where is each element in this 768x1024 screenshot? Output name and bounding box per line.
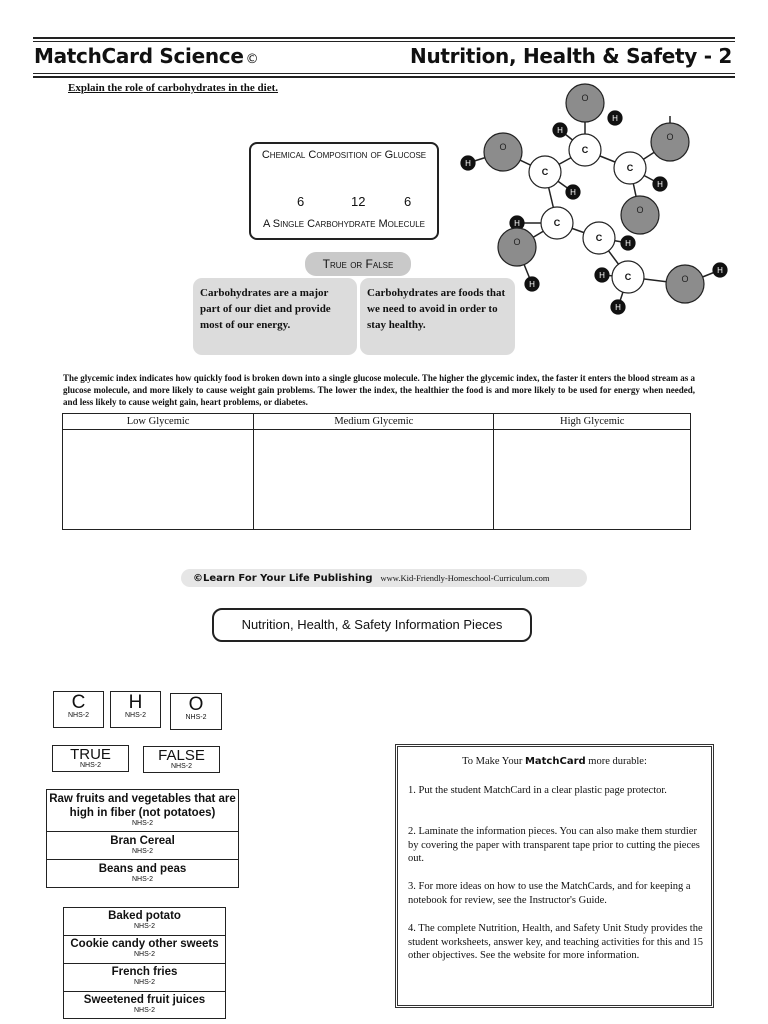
worksheet-topic-title: Nutrition, Health & Safety - 2 bbox=[410, 44, 732, 68]
atom-symbol: C bbox=[553, 218, 561, 228]
piece-code: NHS-2 bbox=[133, 923, 155, 930]
glycemic-sorting-table bbox=[62, 413, 691, 530]
piece-code: NHS-2 bbox=[67, 712, 89, 719]
header-bottom-rule-thick bbox=[33, 76, 735, 78]
instruction-item-2: 2. Laminate the information pieces. You can also make them sturdier by covering the paper with transparent tape prior to cutting the pieces out. bbox=[408, 826, 700, 864]
piece-food-text: Baked potato bbox=[108, 910, 181, 922]
oxygen-atom bbox=[498, 228, 536, 266]
drop-zone-high[interactable] bbox=[494, 430, 691, 530]
atom-symbol: C bbox=[541, 167, 549, 177]
atom-symbol: H bbox=[657, 180, 663, 189]
instruction-item-3: 3. For more ideas on how to use the MatchCards, and for keeping a notebook for review, see the Instructor's Guide. bbox=[408, 881, 691, 906]
piece-letter-text: C bbox=[71, 692, 86, 713]
atom-symbol: H bbox=[612, 114, 618, 123]
piece-code: NHS-2 bbox=[133, 979, 155, 986]
oxygen-atom bbox=[484, 133, 522, 171]
piece-food-text: Cookie candy other sweets bbox=[70, 938, 219, 950]
durability-instructions-title bbox=[398, 755, 711, 769]
piece-food-text: Bran Cereal bbox=[110, 835, 175, 847]
title-suffix: more durable: bbox=[585, 756, 647, 767]
atom-symbol: H bbox=[599, 271, 605, 280]
atom-symbol: H bbox=[529, 280, 535, 289]
information-pieces-title: Nutrition, Health, & Safety Information Pieces bbox=[212, 608, 532, 642]
piece-tf-text: FALSE bbox=[158, 747, 205, 764]
piece-food-text: Beans and peas bbox=[98, 863, 187, 875]
piece-beans-peas[interactable] bbox=[46, 859, 239, 888]
chemical-composition-box bbox=[249, 142, 439, 240]
oxygen-atom bbox=[666, 265, 704, 303]
oxygen-atom bbox=[651, 123, 689, 161]
column-header-low: Low Glycemic bbox=[63, 414, 254, 430]
piece-letter-text: O bbox=[188, 694, 204, 715]
piece-bran-cereal[interactable] bbox=[46, 831, 239, 860]
atom-symbol: H bbox=[625, 239, 631, 248]
oxygen-count: 6 bbox=[404, 194, 412, 209]
piece-food-text: French fries bbox=[111, 966, 178, 978]
piece-sweetened-fruit-juices[interactable] bbox=[63, 991, 226, 1019]
instruction-item-1: 1. Put the student MatchCard in a clear plastic page protector. bbox=[408, 785, 667, 796]
piece-raw-fruits-vegetables[interactable] bbox=[46, 789, 239, 832]
atom-symbol: H bbox=[465, 159, 471, 168]
atom-symbol: O bbox=[513, 237, 521, 247]
copyright-symbol: © bbox=[245, 52, 259, 67]
piece-code: NHS-2 bbox=[170, 763, 192, 770]
title-prefix: To Make Your bbox=[462, 756, 525, 767]
piece-baked-potato[interactable] bbox=[63, 907, 226, 936]
publisher-url[interactable]: www.Kid-Friendly-Homeschool-Curriculum.com bbox=[380, 573, 550, 583]
atom-symbol: O bbox=[581, 93, 589, 103]
true-false-card-major-part: Carbohydrates are a major part of our diet and provide most of our energy. bbox=[193, 278, 357, 355]
piece-letter-c[interactable] bbox=[53, 691, 104, 728]
true-false-label: True or False bbox=[305, 252, 411, 276]
chemical-box-subtitle: A Single Carbohydrate Molecule bbox=[262, 218, 425, 230]
piece-code: NHS-2 bbox=[131, 876, 153, 883]
worksheet-series-title bbox=[34, 44, 258, 68]
hydrogen-count: 12 bbox=[351, 194, 366, 209]
piece-food-text: Sweetened fruit juices bbox=[83, 994, 206, 1006]
piece-letter-h[interactable] bbox=[110, 691, 161, 728]
atom-symbol: O bbox=[681, 274, 689, 284]
publisher-name: ©Learn For Your Life Publishing bbox=[193, 573, 373, 584]
piece-code: NHS-2 bbox=[131, 848, 153, 855]
header-top-rule-thin bbox=[33, 41, 735, 42]
chemical-box-title: Chemical Composition of Glucose bbox=[261, 149, 427, 161]
piece-food-text: Raw fruits and vegetables that are high in fiber (not potatoes) bbox=[49, 793, 236, 819]
atom-symbol: H bbox=[615, 303, 621, 312]
header-bottom-rule-thin bbox=[33, 73, 735, 74]
piece-code: NHS-2 bbox=[79, 762, 101, 769]
atom-symbol: C bbox=[626, 163, 634, 173]
piece-letter-o[interactable] bbox=[170, 693, 222, 730]
column-header-high: High Glycemic bbox=[494, 414, 691, 430]
atom-symbol: H bbox=[570, 188, 576, 197]
atom-symbol: C bbox=[624, 272, 632, 282]
piece-cookie-candy-sweets[interactable] bbox=[63, 935, 226, 964]
atom-symbol: C bbox=[581, 145, 589, 155]
title-brand: MatchCard bbox=[524, 756, 586, 767]
instruction-item-4: 4. The complete Nutrition, Health, and Safety Unit Study provides the student worksheets, answer key, and teaching activities for this and 15 other objectives. See the website for more information. bbox=[408, 923, 703, 961]
atom-symbol: O bbox=[666, 132, 674, 142]
oxygen-atom bbox=[566, 84, 604, 122]
drop-zone-low[interactable] bbox=[63, 430, 254, 530]
piece-letter-text: H bbox=[128, 692, 143, 713]
drop-zone-medium[interactable] bbox=[254, 430, 494, 530]
atom-symbol: C bbox=[595, 233, 603, 243]
glycemic-index-explanation: The glycemic index indicates how quickly food is broken down into a single glucose molecule. The higher the glycemic index, the faster it enters the blood stream as a glucose molecule, and more likely to cause weight gain problems. The lower the index, the healthier the food is and more likely to be used for energy when needed, and less likely to cause weight gain, heart problems, or diabetes. bbox=[63, 373, 695, 407]
atom-symbol: H bbox=[717, 266, 723, 275]
atom-symbol: H bbox=[557, 126, 563, 135]
atom-symbol: O bbox=[499, 142, 507, 152]
atom-symbol: O bbox=[636, 205, 644, 215]
piece-french-fries[interactable] bbox=[63, 963, 226, 992]
column-header-medium: Medium Glycemic bbox=[254, 414, 494, 430]
publisher-bar bbox=[181, 569, 587, 587]
question-prompt: Explain the role of carbohydrates in the diet. bbox=[68, 82, 279, 94]
piece-code: NHS-2 bbox=[185, 714, 207, 721]
piece-false[interactable] bbox=[143, 746, 220, 773]
header-top-rule-thick bbox=[33, 37, 735, 39]
piece-code: NHS-2 bbox=[133, 1007, 155, 1014]
piece-true[interactable] bbox=[52, 745, 129, 772]
piece-tf-text: TRUE bbox=[70, 746, 111, 763]
durability-instructions-box bbox=[395, 744, 714, 1008]
series-title-text: MatchCard Science bbox=[34, 44, 244, 68]
piece-code: NHS-2 bbox=[131, 820, 153, 827]
true-false-card-avoid: Carbohydrates are foods that we need to avoid in order to stay healthy. bbox=[360, 278, 515, 355]
atom-symbol: H bbox=[514, 219, 520, 228]
oxygen-atom bbox=[621, 196, 659, 234]
carbon-count: 6 bbox=[297, 194, 305, 209]
piece-code: NHS-2 bbox=[124, 712, 146, 719]
piece-code: NHS-2 bbox=[133, 951, 155, 958]
